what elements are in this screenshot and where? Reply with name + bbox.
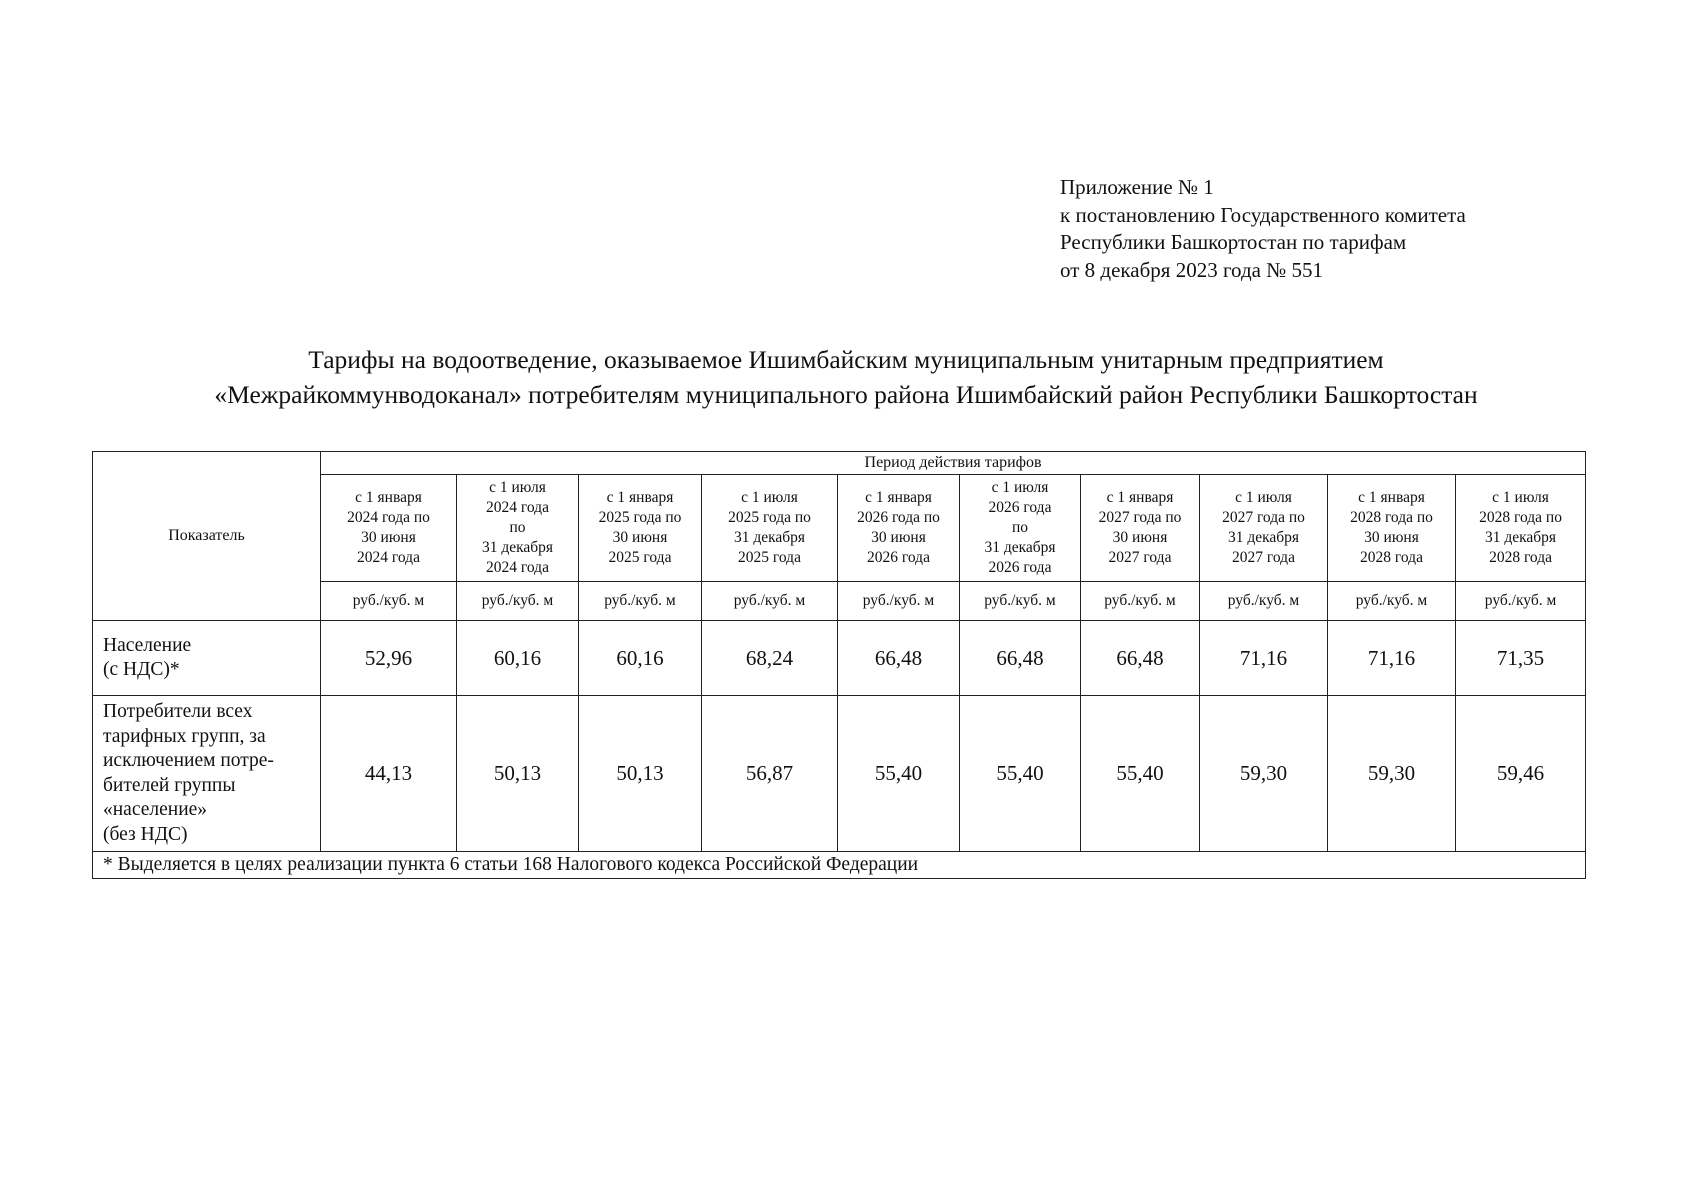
period-header-line: 2028 года — [1489, 549, 1552, 566]
period-column-header — [702, 475, 838, 582]
appendix-block — [1060, 174, 1466, 284]
period-column-header — [457, 475, 579, 582]
period-header-line: 2027 года — [1232, 549, 1295, 566]
footnote: * Выделяется в целях реализации пункта 6 статьи 168 Налогового кодекса Российской Федерации — [93, 852, 1586, 879]
period-column-header — [321, 475, 457, 582]
unit-cell: руб./куб. м — [321, 582, 457, 621]
period-header-line: с 1 июля — [741, 489, 798, 506]
period-header-line: с 1 июля — [1492, 489, 1549, 506]
appendix-line: Приложение № 1 — [1060, 175, 1214, 199]
tariff-value-cell: 68,24 — [702, 621, 838, 696]
period-header-line: 30 июня — [361, 529, 416, 546]
period-header-line: 30 июня — [871, 529, 926, 546]
table-body — [93, 621, 1586, 852]
period-header-line: 2026 года — [867, 549, 930, 566]
period-header-line: 2025 года — [608, 549, 672, 566]
period-header-line: 31 декабря — [1227, 529, 1300, 546]
period-header-line: по — [509, 519, 526, 536]
row-label-line: (с НДС)* — [103, 659, 180, 680]
tariff-value-cell: 59,30 — [1328, 696, 1456, 852]
period-header-line: с 1 января — [1106, 489, 1174, 506]
period-header-line: 30 июня — [612, 529, 668, 546]
appendix-line: от 8 декабря 2023 года № 551 — [1060, 257, 1323, 282]
tariff-value-cell: 60,16 — [579, 621, 702, 696]
tariff-value-cell: 59,46 — [1456, 696, 1586, 852]
tariff-table — [92, 451, 1586, 879]
period-header-line: 31 декабря — [1484, 529, 1557, 546]
period-header-line: 2027 года — [1108, 549, 1172, 566]
tariff-value-cell: 66,48 — [1081, 621, 1200, 696]
unit-cell: руб./куб. м — [1456, 582, 1586, 621]
title-line: Тарифы на водоотведение, оказываемое Ишимбайским муниципальным унитарным предприятием — [308, 345, 1384, 374]
period-header-line: с 1 января — [355, 489, 422, 506]
tariff-value-cell: 56,87 — [702, 696, 838, 852]
title-line: «Межрайкоммунводоканал» потребителям муниципального района Ишимбайский район Республики Башкортостан — [214, 380, 1478, 409]
tariff-value-cell: 55,40 — [1081, 696, 1200, 852]
period-header-line: по — [1011, 519, 1029, 536]
period-header-line: 2028 года по — [1350, 509, 1433, 526]
tariff-value-cell: 44,13 — [321, 696, 457, 852]
tariff-value-cell: 66,48 — [838, 621, 960, 696]
row-label — [93, 696, 321, 852]
unit-cell: руб./куб. м — [1200, 582, 1328, 621]
period-header-line: 2025 года по — [598, 509, 682, 526]
period-header-line: 2026 года по — [857, 509, 940, 526]
period-header-line: с 1 января — [1358, 489, 1425, 506]
row-label-line: (без НДС) — [103, 823, 188, 845]
period-header-line: с 1 июля — [489, 479, 546, 496]
tariff-value-cell: 55,40 — [960, 696, 1081, 852]
period-header-line: 31 декабря — [481, 539, 554, 556]
period-header-line: 2024 года — [357, 549, 420, 566]
period-header-line: 2024 года — [486, 559, 549, 576]
indicator-header: Показатель — [93, 452, 321, 621]
row-label-line: бителей группы — [103, 774, 236, 796]
row-label-line: Население — [103, 634, 192, 656]
unit-cell: руб./куб. м — [1328, 582, 1456, 621]
tariff-value-cell: 71,35 — [1456, 621, 1586, 696]
document-title — [92, 342, 1600, 412]
period-header-line: 2028 года — [1360, 549, 1423, 566]
period-header-line: 2024 года — [486, 499, 549, 516]
table-row — [93, 696, 1586, 852]
period-header-line: с 1 января — [865, 489, 932, 506]
period-column-header — [1456, 475, 1586, 582]
period-header-line: 30 июня — [1112, 529, 1168, 546]
period-header-line: 2028 года по — [1479, 509, 1562, 526]
tariff-value-cell: 71,16 — [1328, 621, 1456, 696]
period-header-line: 2025 года — [738, 549, 801, 566]
tariff-value-cell: 66,48 — [960, 621, 1081, 696]
period-column-header — [1328, 475, 1456, 582]
period-column-header — [1200, 475, 1328, 582]
row-label-line: тарифных групп, за — [103, 725, 266, 747]
tariff-value-cell: 59,30 — [1200, 696, 1328, 852]
period-header-line: с 1 января — [606, 489, 674, 506]
period-column-header — [960, 475, 1081, 582]
tariff-value-cell: 60,16 — [457, 621, 579, 696]
period-column-header — [579, 475, 702, 582]
period-header-line: 31 декабря — [733, 529, 806, 546]
period-header-line: 2026 года — [988, 559, 1052, 576]
tariff-value-cell: 50,13 — [457, 696, 579, 852]
period-header-line: 30 июня — [1364, 529, 1419, 546]
table-row — [93, 621, 1586, 696]
period-header-line: 2027 года по — [1222, 509, 1305, 526]
period-header-line: 2024 года по — [347, 509, 430, 526]
tariff-value-cell: 50,13 — [579, 696, 702, 852]
tariff-value-cell: 52,96 — [321, 621, 457, 696]
period-column-header — [838, 475, 960, 582]
unit-cell: руб./куб. м — [457, 582, 579, 621]
period-column-header — [1081, 475, 1200, 582]
row-label-line: исключением потре- — [103, 750, 274, 771]
unit-cell: руб./куб. м — [702, 582, 838, 621]
period-header-line: 31 декабря — [984, 539, 1056, 556]
unit-cell: руб./куб. м — [838, 582, 960, 621]
period-header: Период действия тарифов — [321, 452, 1586, 475]
appendix-line: к постановлению Государственного комитета — [1060, 202, 1466, 227]
period-header-line: с 1 июля — [1235, 489, 1292, 506]
row-label — [93, 621, 321, 696]
unit-cell: руб./куб. м — [1081, 582, 1200, 621]
tariff-value-cell: 71,16 — [1200, 621, 1328, 696]
tariff-value-cell: 55,40 — [838, 696, 960, 852]
period-header-line: 2025 года по — [728, 509, 811, 526]
period-header-line: с 1 июля — [991, 479, 1049, 496]
row-label-line: Потребители всех — [103, 701, 253, 722]
appendix-line: Республики Башкортостан по тарифам — [1060, 230, 1407, 254]
row-label-line: «население» — [103, 799, 208, 820]
unit-cell: руб./куб. м — [960, 582, 1081, 621]
period-header-line: 2026 года — [988, 499, 1052, 516]
period-header-line: 2027 года по — [1098, 509, 1182, 526]
unit-cell: руб./куб. м — [579, 582, 702, 621]
